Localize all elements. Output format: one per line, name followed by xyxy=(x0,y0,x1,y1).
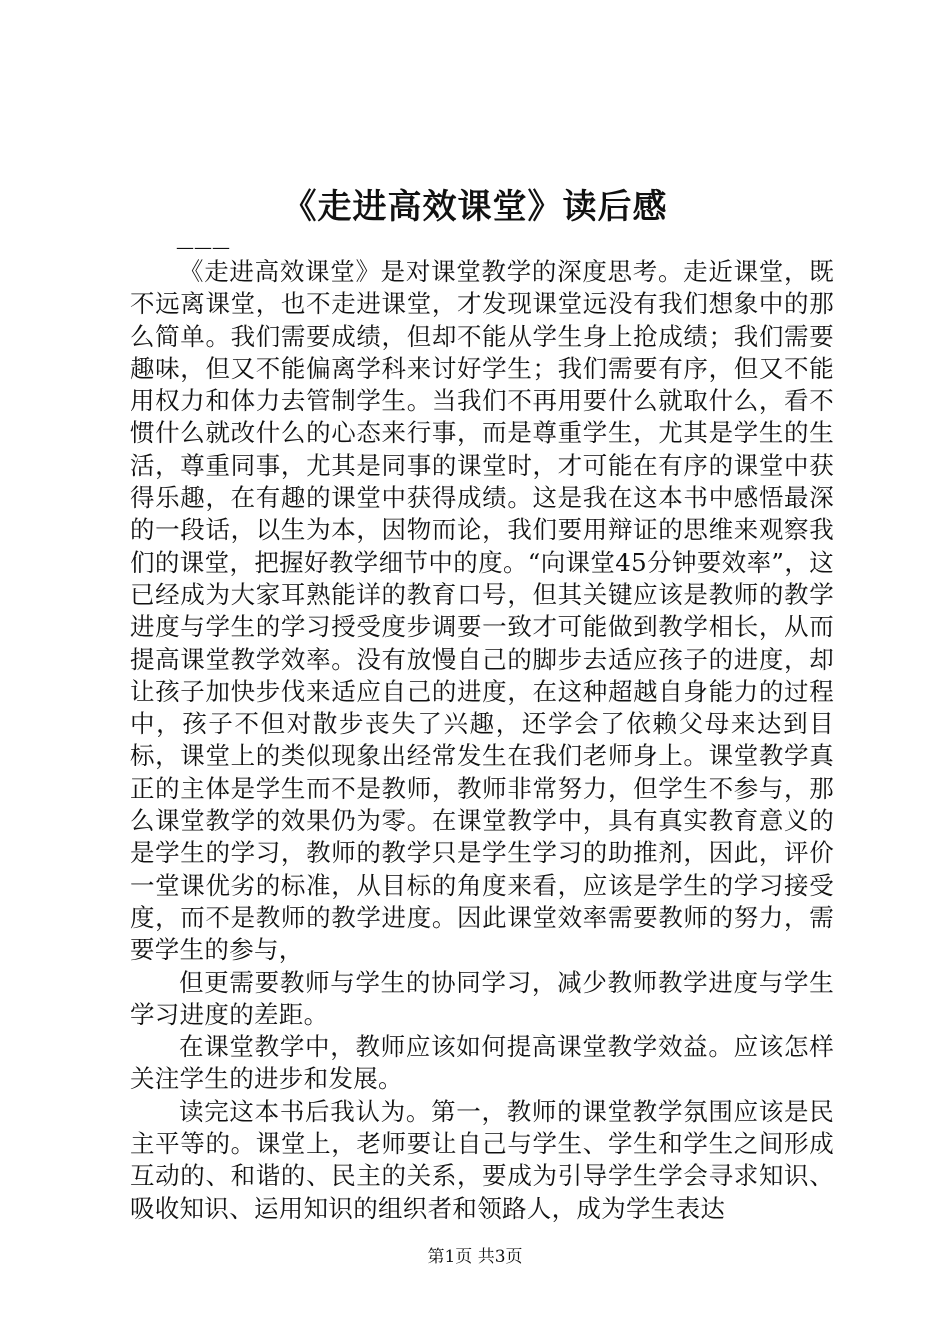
page-title: 《走进高效课堂》读后感 xyxy=(282,187,668,227)
paragraph-3: 在课堂教学中，教师应该如何提高课堂教学效益。应该怎样关注学生的进步和发展。 xyxy=(130,1032,834,1094)
page-number-footer: 第1页 共3页 xyxy=(427,1247,523,1267)
subtitle-dash: ——— xyxy=(176,237,230,258)
paragraph-4: 读完这本书后我认为。第一，教师的课堂教学氛围应该是民主平等的。课堂上，老师要让自己与学生、学生和学生之间形成互动的、和谐的、民主的关系，要成为引导学生学会寻求知识、吸收知识、运用知识的组织者和领路人，成为学生表达 xyxy=(130,1096,834,1223)
article-body xyxy=(130,256,834,1225)
paragraph-1: 《走进高效课堂》是对课堂教学的深度思考。走近课堂，既不远离课堂，也不走进课堂，才发现课堂远没有我们想象中的那么简单。我们需要成绩，但却不能从学生身上抢成绩；我们需要趣味，但又不能偏离学科来讨好学生；我们需要有序，但又不能用权力和体力去管制学生。当我们不再用要什么就取什么，看不惯什么就改什么的心态来行事，而是尊重学生，尤其是学生的生活，尊重同事，尤其是同事的课堂时，才可能在有序的课堂中获得乐趣，在有趣的课堂中获得成绩。这是我在这本书中感悟最深的一段话，以生为本，因物而论，我们要用辩证的思维来观察我们的课堂，把握好教学细节中的度。“向课堂45分钟要效率”，这已经成为大家耳熟能详的教育口号，但其关键应该是教师的教学进度与学生的学习授受度步调要一致才可能做到教学相长，从而提高课堂教学效率。没有放慢自己的脚步去适应孩子的进度，却让孩子加快步伐来适应自己的进度，在这种超越自身能力的过程中，孩子不但对散步丧失了兴趣，还学会了依赖父母来达到目标，课堂上的类似现象出经常发生在我们老师身上。课堂教学真正的主体是学生而不是教师，教师非常努力，但学生不参与，那么课堂教学的效果仍为零。在课堂教学中，具有真实教育意义的是学生的学习，教师的教学只是学生学习的助推剂，因此，评价一堂课优劣的标准，从目标的角度来看，应该是学生的学习接受度，而不是教师的教学进度。因此课堂效率需要教师的努力，需要学生的参与， xyxy=(130,257,834,965)
paragraph-2: 但更需要教师与学生的协同学习，减少教师教学进度与学生学习进度的差距。 xyxy=(130,967,834,1029)
